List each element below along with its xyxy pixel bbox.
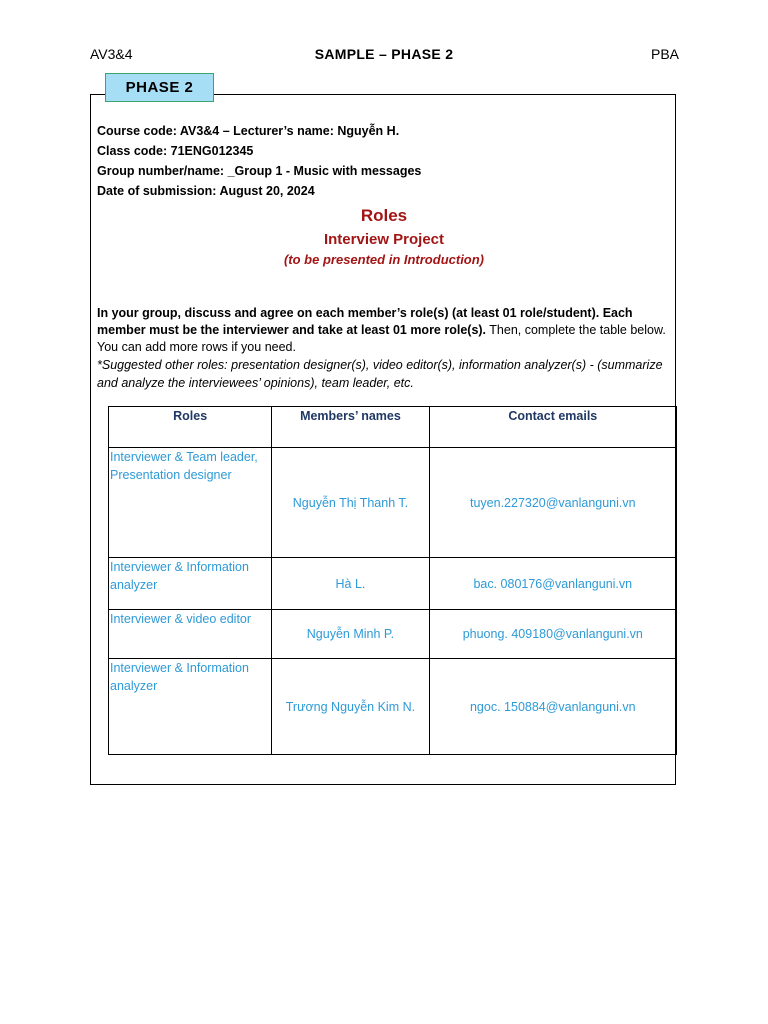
- course-info: Course code: AV3&4 – Lecturer’s name: Nguyễn H.: [97, 124, 400, 138]
- header-title: SAMPLE – PHASE 2: [314, 46, 454, 62]
- name-cell: Hà L.: [272, 558, 429, 610]
- email-cell[interactable]: bac. 080176@vanlanguni.vn: [429, 558, 676, 610]
- role-cell: Interviewer & Information analyzer: [109, 558, 272, 610]
- submission-date: Date of submission: August 20, 2024: [97, 184, 315, 198]
- name-cell: Nguyễn Minh P.: [272, 610, 429, 659]
- project-note: (to be presented in Introduction): [283, 252, 485, 267]
- table-row: [109, 448, 677, 558]
- instructions: [97, 305, 672, 356]
- role-cell: Interviewer & video editor: [109, 610, 272, 659]
- roles-table: [108, 406, 677, 755]
- name-cell: Nguyễn Thị Thanh T.: [272, 448, 429, 558]
- table-row: [109, 610, 677, 659]
- name-cell: Trương Nguyễn Kim N.: [272, 659, 429, 755]
- email-cell[interactable]: tuyen.227320@vanlanguni.vn: [429, 448, 676, 558]
- role-cell: Interviewer & Team leader, Presentation designer: [109, 448, 272, 558]
- header-left: AV3&4: [90, 46, 133, 62]
- table-row: [109, 659, 677, 755]
- instructions-normal: Then, complete the table below. You can add more rows if you need.: [97, 323, 666, 354]
- header-right: PBA: [651, 46, 680, 62]
- project-title: Interview Project: [323, 231, 445, 248]
- email-cell[interactable]: ngoc. 150884@vanlanguni.vn: [429, 659, 676, 755]
- table-header-row: [109, 407, 677, 448]
- role-cell: Interviewer & Information analyzer: [109, 659, 272, 755]
- roles-title: Roles: [360, 206, 408, 225]
- header-emails: Contact emails: [429, 407, 676, 448]
- table-row: [109, 558, 677, 610]
- header-members: Members’ names: [272, 407, 429, 448]
- instructions-bold: In your group, discuss and agree on each member’s role(s) (at least 01 role/student). Each member must be the interviewer and take at least 01 more role(s).: [97, 306, 633, 337]
- phase-label: PHASE 2: [105, 73, 214, 102]
- header-roles: Roles: [109, 407, 272, 448]
- suggested-roles: *Suggested other roles: presentation designer(s), video editor(s), information analyzer(s) - (summarize and analyze the interviewees’ opinions), team leader, etc.: [97, 358, 663, 390]
- group-name: Group number/name: _Group 1 - Music with messages: [97, 164, 422, 178]
- class-code: Class code: 71ENG012345: [97, 144, 254, 158]
- email-cell[interactable]: phuong. 409180@vanlanguni.vn: [429, 610, 676, 659]
